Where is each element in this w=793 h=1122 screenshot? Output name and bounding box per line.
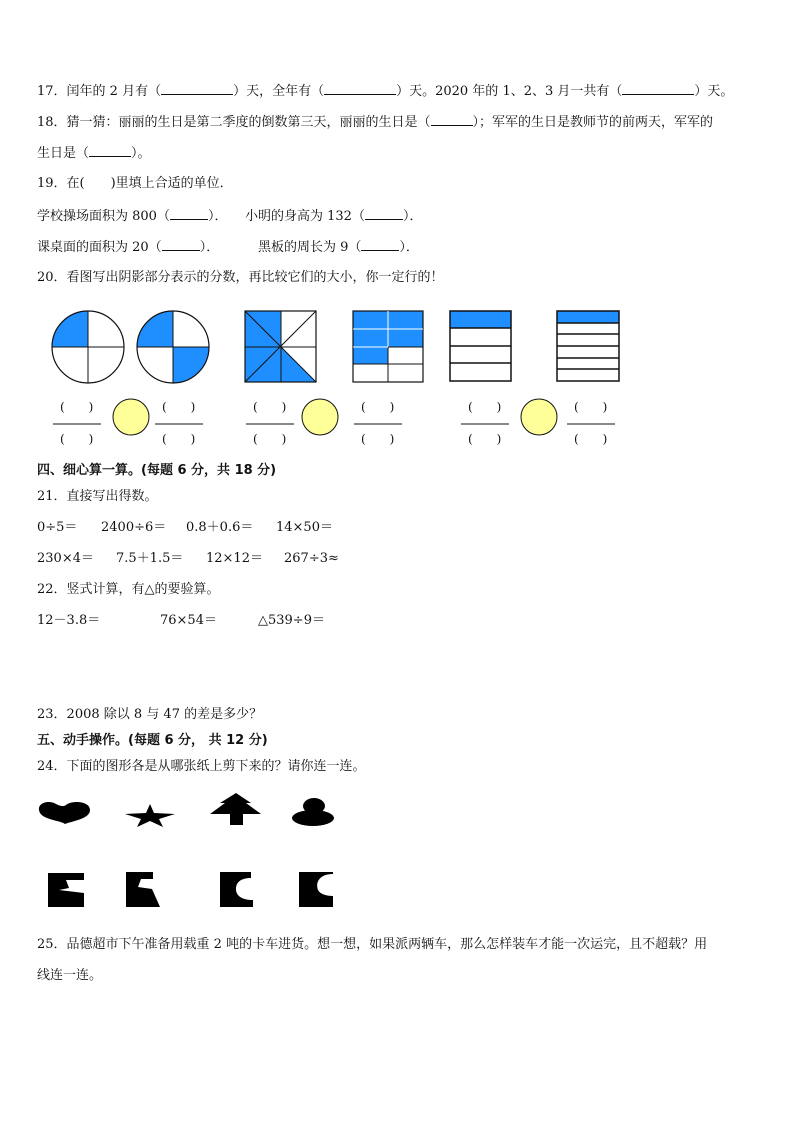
frac-2-num[interactable]: ( ) (162, 400, 196, 414)
frac-4-num[interactable]: ( ) (361, 400, 395, 414)
q21-item: 2400÷6＝ (101, 520, 167, 535)
q22-item: 12－3.8＝ (37, 613, 101, 628)
section-5-heading: 五、动手操作。(每题 6 分， 共 12 分) (37, 733, 268, 748)
compare-circle-3[interactable] (521, 399, 557, 435)
q19-title: 19．在( )里填上合适的单位． (37, 176, 233, 191)
frac-1-den[interactable]: ( ) (60, 432, 94, 446)
q24-shapes (0, 790, 793, 920)
frac-5-num[interactable]: ( ) (468, 400, 502, 414)
q19-blank-1[interactable] (170, 206, 208, 220)
q21-item: 12×12＝ (206, 551, 263, 566)
square-eighths-fig (245, 311, 316, 382)
grid-2x4-fig (353, 311, 423, 382)
frac-4-den[interactable]: ( ) (361, 432, 395, 446)
q21-title: 21．直接写出得数。 (37, 489, 158, 504)
section-4-heading: 四、细心算一算。(每题 6 分，共 18 分) (37, 463, 277, 478)
q25-line-1: 25．品德超市下午准备用载重 2 吨的卡车进货。想一想，如果派两辆车，那么怎样装车才能一次运完，且不超载？用 (37, 937, 708, 952)
q18-blank-1[interactable] (431, 112, 473, 126)
frac-2-den[interactable]: ( ) (162, 432, 196, 446)
snowman-shape[interactable] (292, 798, 334, 826)
tree-shape[interactable] (210, 793, 261, 825)
frac-3-num[interactable]: ( ) (253, 400, 287, 414)
q20-title: 20．看图写出阴影部分表示的分数，再比较它们的大小，你一定行的！ (37, 270, 444, 285)
heart-shape[interactable] (39, 802, 90, 824)
q22-item: 76×54＝ (160, 613, 217, 628)
paper-piece-4[interactable] (299, 872, 333, 907)
q19-row-1a: 学校操场面积为 800（ ）． (37, 206, 227, 227)
q22-title: 22．竖式计算，有△的要验算。 (37, 582, 220, 597)
circle-half-fig (137, 311, 209, 383)
star-shape[interactable] (125, 804, 175, 827)
compare-circle-2[interactable] (302, 399, 338, 435)
q18-blank-2[interactable] (89, 143, 131, 157)
q21-item: 0.8＋0.6＝ (186, 520, 254, 535)
q24-title: 24．下面的图形各是从哪张纸上剪下来的？请你连一连。 (37, 759, 366, 774)
q19-row-2b: 黑板的周长为 9（ ）． (258, 237, 419, 258)
q18-line-1: 18．猜一猜：丽丽的生日是第二季度的倒数第三天，丽丽的生日是（ ）；军军的生日是教师节的前两天，军军的 (37, 112, 713, 133)
q21-item: 14×50＝ (276, 520, 333, 535)
paper-piece-1[interactable] (48, 873, 84, 907)
q18-line-2: 生日是（ ）。 (37, 143, 151, 164)
frac-6-num[interactable]: ( ) (574, 400, 608, 414)
q19-row-2a: 课桌面的面积为 20（ ）． (37, 237, 219, 258)
q19-blank-2[interactable] (365, 206, 403, 220)
compare-circle-1[interactable] (113, 399, 149, 435)
frac-3-den[interactable]: ( ) (253, 432, 287, 446)
q20-figures (0, 300, 793, 460)
stripes-6-fig (557, 311, 619, 381)
q21-item: 7.5＋1.5＝ (116, 551, 184, 566)
paper-piece-3[interactable] (220, 872, 253, 907)
frac-1-num[interactable]: ( ) (60, 400, 94, 414)
circle-quarter-fig (52, 311, 124, 383)
q17-blank-1[interactable] (161, 81, 233, 95)
q21-item: 230×4＝ (37, 551, 94, 566)
paper-piece-2[interactable] (126, 872, 160, 907)
q22-item: △539÷9＝ (258, 613, 325, 628)
frac-5-den[interactable]: ( ) (468, 432, 502, 446)
q19-blank-3[interactable] (162, 237, 200, 251)
q21-item: 267÷3≈ (284, 551, 339, 566)
q17-line: 17．闰年的 2 月有（ ）天，全年有（ ）天。2020 年的 1、2、3 月一共有（ ）天。 (37, 81, 733, 102)
stripes-4-fig (450, 311, 511, 381)
frac-6-den[interactable]: ( ) (574, 432, 608, 446)
q21-item: 0÷5＝ (37, 520, 78, 535)
q25-line-2: 线连一连。 (37, 968, 103, 983)
q23-title: 23．2008 除以 8 与 47 的差是多少？ (37, 707, 263, 722)
q17-blank-3[interactable] (622, 81, 694, 95)
q19-row-1b: 小明的身高为 132（ ）． (245, 206, 422, 227)
q19-blank-4[interactable] (361, 237, 399, 251)
q17-blank-2[interactable] (324, 81, 396, 95)
